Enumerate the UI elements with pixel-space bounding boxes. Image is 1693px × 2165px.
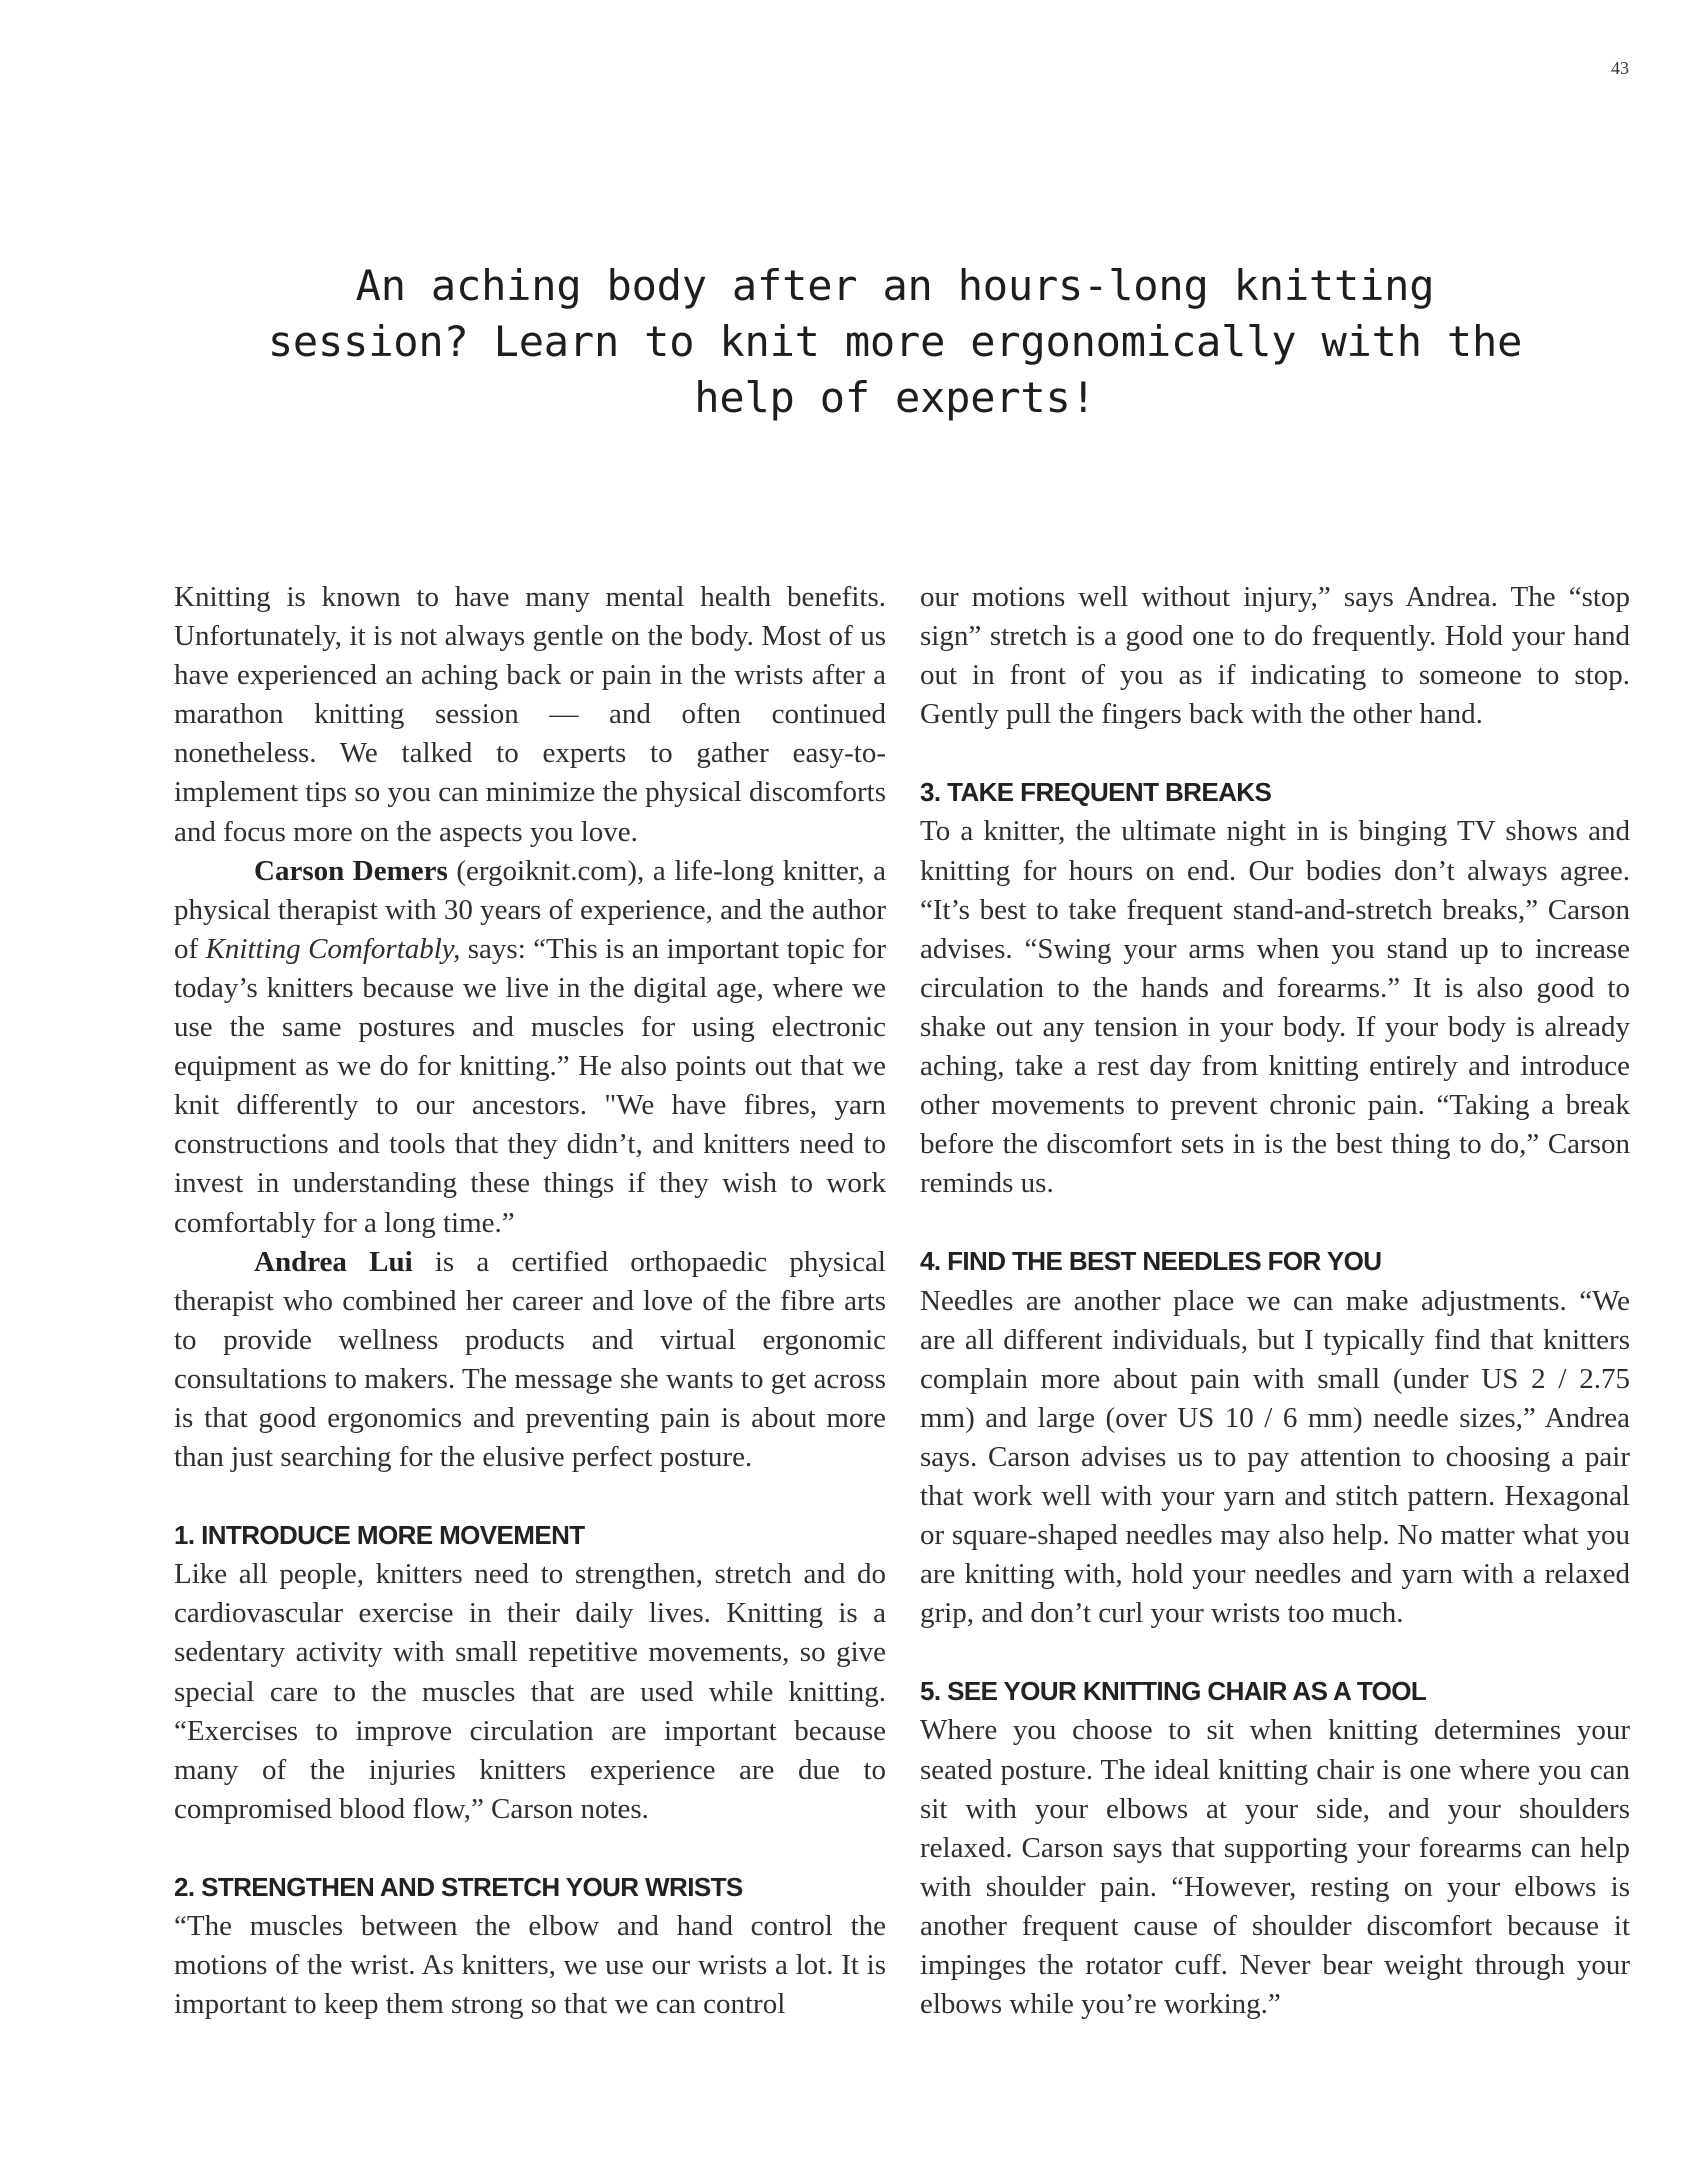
section-body-2-end: our motions well without injury,” says Andrea. The “stop sign” stretch is a good one to do frequently. Hold your hand out in front of you as if indicating to someone to stop. Gently pull the fingers back with the other hand. [920,581,1630,731]
section-heading-2: 2. STRENGTHEN AND STRETCH YOUR WRISTS [174,1871,743,1902]
carson-text-1: (ergoiknit.com), a life-long knitter, a physical therapist with 30 years of experience, and the author of [174,854,886,965]
right-column [920,578,1630,2024]
section-body-5: Where you choose to sit when knitting determines your seated posture. The ideal knitting chair is one where you can sit with your elbows at your side, and your shoulders relaxed. Carson says that supporting your forearms can help with shoulder pain. “However, resting on your elbows is another frequent cause of shoulder discomfort because it impinges the rotator cuff. Never bear weight through your elbows while you’re working.” [920,1714,1630,2021]
section-body-3: To a knitter, the ultimate night in is binging TV shows and knitting for hours on end. Our bodies don’t always agree. “It’s best to take frequent stand-and-stretch breaks,” Carson advises. “Swing your arms when you stand up to increase circulation to the hands and forearms.” It is also good to shake out any tension in your body. If your body is already aching, take a rest day from knitting entirely and introduce other movements to prevent chronic pain. “Taking a break before the discomfort sets in is the best thing to do,” Carson reminds us. [920,815,1630,1200]
andrea-text: is a certified orthopaedic physical therapist who combined her career and love of the fibre arts to provide wellness products and virtual ergonomic consultations to makers. The message she wants to get across is that good ergonomics and preventing pain is about more than just searching for the elusive perfect posture. [174,1245,886,1474]
book-title: Knitting Comfortably, [205,932,461,965]
expert-name-andrea: Andrea Lui [254,1245,413,1278]
carson-paragraph [174,852,886,1243]
carson-text-2: says: “This is an important topic for today’s knitters because we live in the digital age, where we use the same postures and muscles for using electronic equipment as we do for knitting.” He also points out that we knit differently to our ancestors. "We have fibres, yarn constructions and tools that they didn’t, and knitters need to invest in understanding these things if they wish to work comfortably for a long time.” [174,932,886,1239]
andrea-paragraph [174,1243,886,1478]
section-heading-4: 4. FIND THE BEST NEEDLES FOR YOU [920,1246,1382,1277]
section-heading-3: 3. TAKE FREQUENT BREAKS [920,777,1272,808]
section-body-1: Like all people, knitters need to strengthen, stretch and do cardiovascular exercise in their daily lives. Knitting is a sedentary activity with small repetitive movements, so give special care to the muscles that are used while knitting. “Exercises to improve circulation are important because many of the injuries knitters experience are due to compromised blood flow,” Carson notes. [174,1558,886,1825]
intro-paragraph: Knitting is known to have many mental health benefits. Unfortunately, it is not always gentle on the body. Most of us have experienced an aching back or pain in the wrists after a marathon knitting session — and often continued nonetheless. We talked to experts to gather easy-to-implement tips so you can minimize the physical discomforts and focus more on the aspects you love. [174,581,886,848]
left-column [174,578,886,2024]
page-number: 43 [1611,58,1629,78]
section-body-2-start: “The muscles between the elbow and hand control the motions of the wrist. As knitters, we use our wrists a lot. It is important to keep them strong so that we can control [174,1910,886,2021]
section-heading-1: 1. INTRODUCE MORE MOVEMENT [174,1520,585,1551]
expert-name-carson: Carson Demers [254,854,448,887]
section-heading-5: 5. SEE YOUR KNITTING CHAIR AS A TOOL [920,1676,1427,1707]
page-title: An aching body after an hours-long knitting session? Learn to knit more ergonomically with the help of experts! [267,261,1523,422]
section-body-4: Needles are another place we can make adjustments. “We are all different individuals, but I typically find that knitters complain more about pain with small (under US 2 / 2.75 mm) and large (over US 10 / 6 mm) needle sizes,” Andrea says. Carson advises us to pay attention to choosing a pair that work well with your yarn and stitch pattern. Hexagonal or square-shaped needles may also help. No matter what you are knitting with, hold your needles and yarn with a relaxed grip, and don’t curl your wrists too much. [920,1284,1630,1630]
